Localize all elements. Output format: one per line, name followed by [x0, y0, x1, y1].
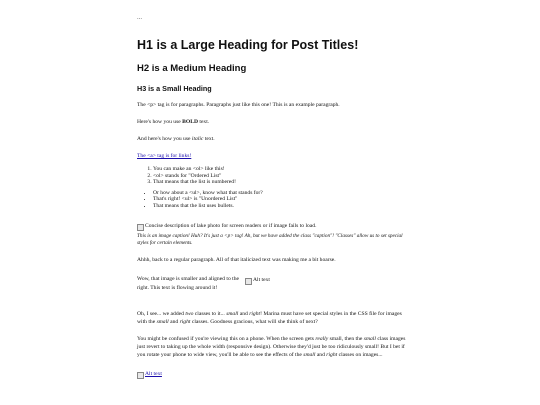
text: and	[315, 352, 327, 358]
text: classes. Goodness gracious, what will she think of next?	[190, 319, 318, 325]
italic-text: two	[185, 311, 194, 317]
text: and	[168, 319, 180, 325]
italic-text: right	[249, 311, 261, 317]
text: classes to it...	[193, 311, 227, 317]
image-caption: This is an image caption! Huh? It's just a <p> tag! Ah, but we have added the class "caption"! "Classes" allow us to set special styles for certain elements.	[137, 233, 403, 246]
small-right-image	[245, 277, 270, 285]
paragraph-responsive	[137, 335, 407, 359]
text: small, then the	[328, 336, 364, 342]
text: and	[238, 311, 250, 317]
italic-text: small	[156, 319, 169, 325]
blog-post	[137, 14, 407, 379]
text: And here's how you use	[137, 136, 192, 142]
text: text.	[203, 136, 215, 142]
italic-text: small	[363, 336, 376, 342]
medium-heading: H2 is a Medium Heading	[137, 63, 247, 74]
paragraph-bold	[137, 118, 407, 126]
image-alt-text: Alt text	[253, 277, 270, 283]
list-item: 2. <ol> stands for "Ordered List"	[153, 173, 407, 180]
list-item: • That's right! <ul> is "Unordered List"	[153, 196, 407, 203]
list-item: • That means that the list uses bullets.	[153, 203, 407, 210]
float-section	[137, 275, 407, 301]
italic-text: right	[326, 352, 338, 358]
paragraph-intro: The <p> tag is for paragraphs. Paragraphs just like this one! This is an example paragraph.	[137, 102, 340, 108]
list-item: • Or how about a <ul>, know what that stands for?	[153, 190, 407, 197]
ordered-list	[137, 166, 407, 186]
small-heading: H3 is a Small Heading	[137, 84, 212, 93]
text: classes on images...	[337, 352, 383, 358]
italic-text: small	[303, 352, 316, 358]
paragraph-italic	[137, 135, 407, 143]
text: Oh, I see... we added	[137, 311, 186, 317]
post-title: H1 is a Large Heading for Post Titles!	[137, 38, 359, 52]
broken-image-icon	[137, 224, 144, 231]
text: Here's how you use	[137, 119, 183, 125]
unordered-list	[137, 190, 407, 210]
example-link[interactable]: The <a> tag is for links!	[137, 153, 192, 159]
text: ! Marina must have set special styles in the CSS file for images with the	[137, 311, 402, 325]
lake-photo	[137, 223, 407, 231]
image-alt-text: Concise description of lake photo for screen readers or if image fails to load.	[145, 223, 317, 229]
bold-text: BOLD	[182, 119, 198, 125]
italic-text: small	[226, 311, 239, 317]
italic-text: really	[315, 336, 329, 342]
text: You might be confused if you're viewing this on a phone. When the screen gets	[137, 336, 316, 342]
italic-text: right	[179, 319, 191, 325]
list-item: 1. You can make an <ol> like this!	[153, 166, 407, 173]
text: class images just revert to taking up the whole width (responsive design). Otherwise they'd just be too ridiculously small! But I bet if you rotate your phone to wide view, you'll be able to see the effects of the	[137, 336, 406, 358]
float-paragraph: Wow, that image is smaller and aligned to the right. This text is flowing around it!	[137, 276, 239, 291]
link-paragraph	[137, 152, 407, 160]
top-ellipsis: ...	[137, 15, 143, 21]
broken-image-icon	[245, 278, 252, 285]
image-link[interactable]: Alt text	[145, 371, 162, 377]
italic-text: italic	[191, 136, 204, 142]
paragraph-classes	[137, 310, 407, 326]
text: text.	[198, 119, 210, 125]
list-item: 3. That means that the list is numbered!	[153, 179, 407, 186]
broken-image-icon	[137, 372, 144, 379]
paragraph-regular: Ahhh, back to a regular paragraph. All of that italicized text was making me a bit hoarse.	[137, 257, 336, 263]
linked-image[interactable]	[137, 371, 407, 379]
